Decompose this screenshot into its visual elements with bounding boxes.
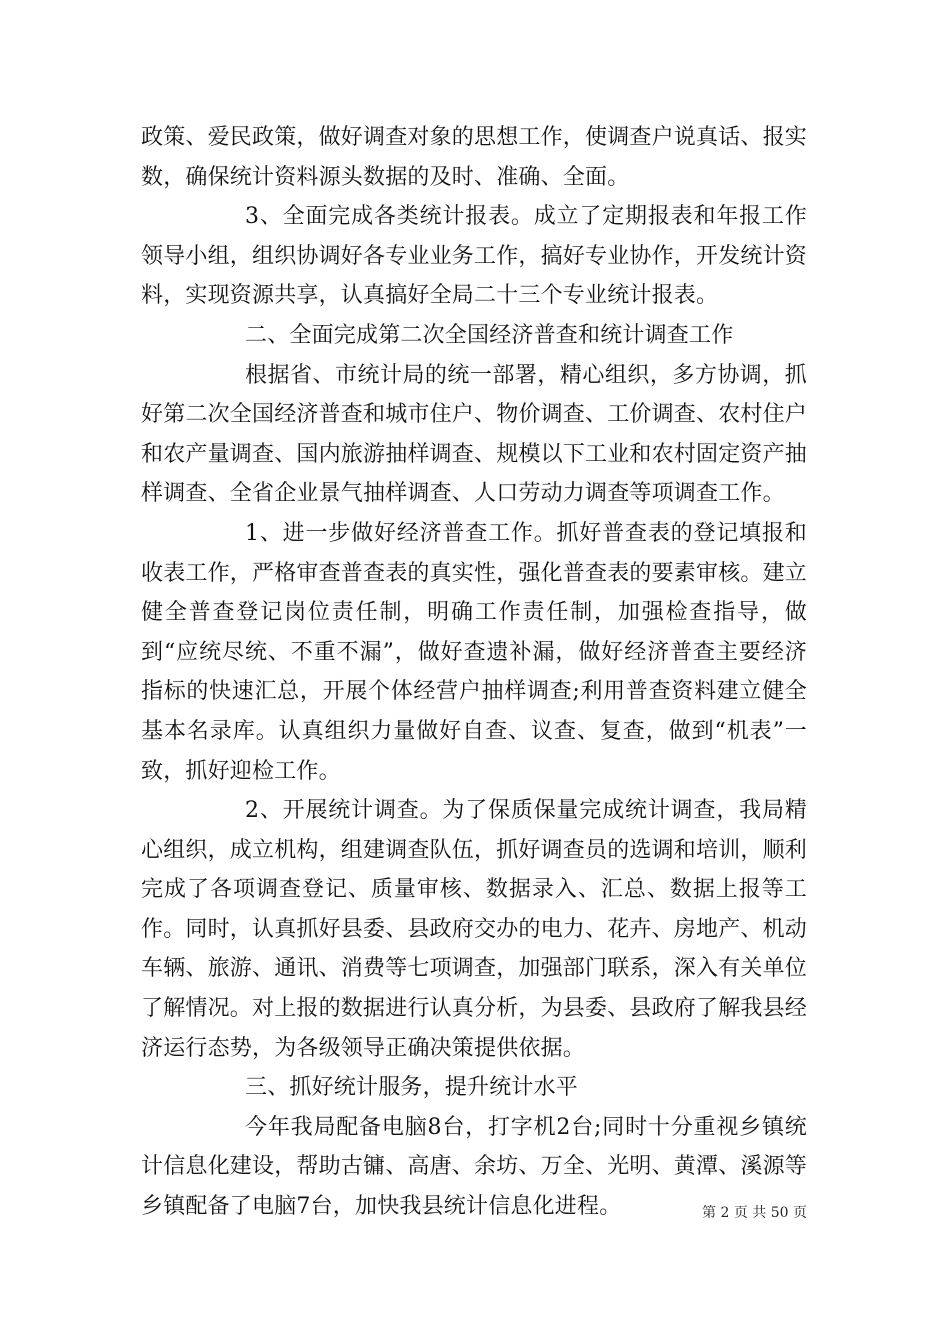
paragraph-section-2-intro: 根据省、市统计局的统一部署，精心组织，多方协调，抓好第二次全国经济普查和城市住户、物价调查、工价调查、农村住户和农产量调查、国内旅游抽样调查、规模以下工业和农村固定资产抽样调查、全省企业景气抽样调查、人口劳动力调查等项调查工作。: [141, 362, 808, 507]
paragraph-item-1: 1、进一步做好经济普查工作。抓好普查表的登记填报和收表工作，严格审查普查表的真实性，强化普查表的要素审核。建立健全普查登记岗位责任制，明确工作责任制，加强检查指导，做到“应统尽统、不重不漏”，做好查遗补漏，做好经济普查主要经济指标的快速汇总，开展个体经营户抽样调查;利用普查资料建立健全基本名录库。认真组织力量做好自查、议查、复查，做到“机表”一致，抓好迎检工作。: [141, 520, 808, 784]
paragraph-item-2: 2、开展统计调查。为了保质保量完成统计调查，我局精心组织，成立机构，组建调查队伍，抓好调查员的选调和培训，顺利完成了各项调查登记、质量审核、数据录入、汇总、数据上报等工作。同时，认真抓好县委、县政府交办的电力、花卉、房地产、机动车辆、旅游、通讯、消费等七项调查，加强部门联系，深入有关单位了解情况。对上报的数据进行认真分析，为县委、县政府了解我县经济运行态势，为各级领导正确决策提供依据。: [141, 798, 808, 1061]
page-number-footer: 第 2 页 共 50 页: [702, 1205, 807, 1221]
paragraph-continuation: 政策、爱民政策，做好调查对象的思想工作，使调查户说真话、报实数，确保统计资料源头数据的及时、准确、全面。: [141, 125, 808, 190]
document-body: [141, 118, 807, 1227]
paragraph-item-3: 3、全面完成各类统计报表。成立了定期报表和年报工作领导小组，组织协调好各专业业务工作，搞好专业协作，开发统计资料，实现资源共享，认真搞好全局二十三个专业统计报表。: [141, 204, 808, 309]
section-heading-2: 二、全面完成第二次全国经济普查和统计调查工作: [245, 322, 734, 348]
paragraph-section-3-intro: 今年我局配备电脑8台，打字机2台;同时十分重视乡镇统计信息化建设，帮助古镛、高唐、余坊、万全、光明、黄潭、溪源等乡镇配备了电脑7台，加快我县统计信息化进程。: [141, 1114, 808, 1220]
section-heading-3: 三、抓好统计服务，提升统计水平: [245, 1075, 579, 1101]
